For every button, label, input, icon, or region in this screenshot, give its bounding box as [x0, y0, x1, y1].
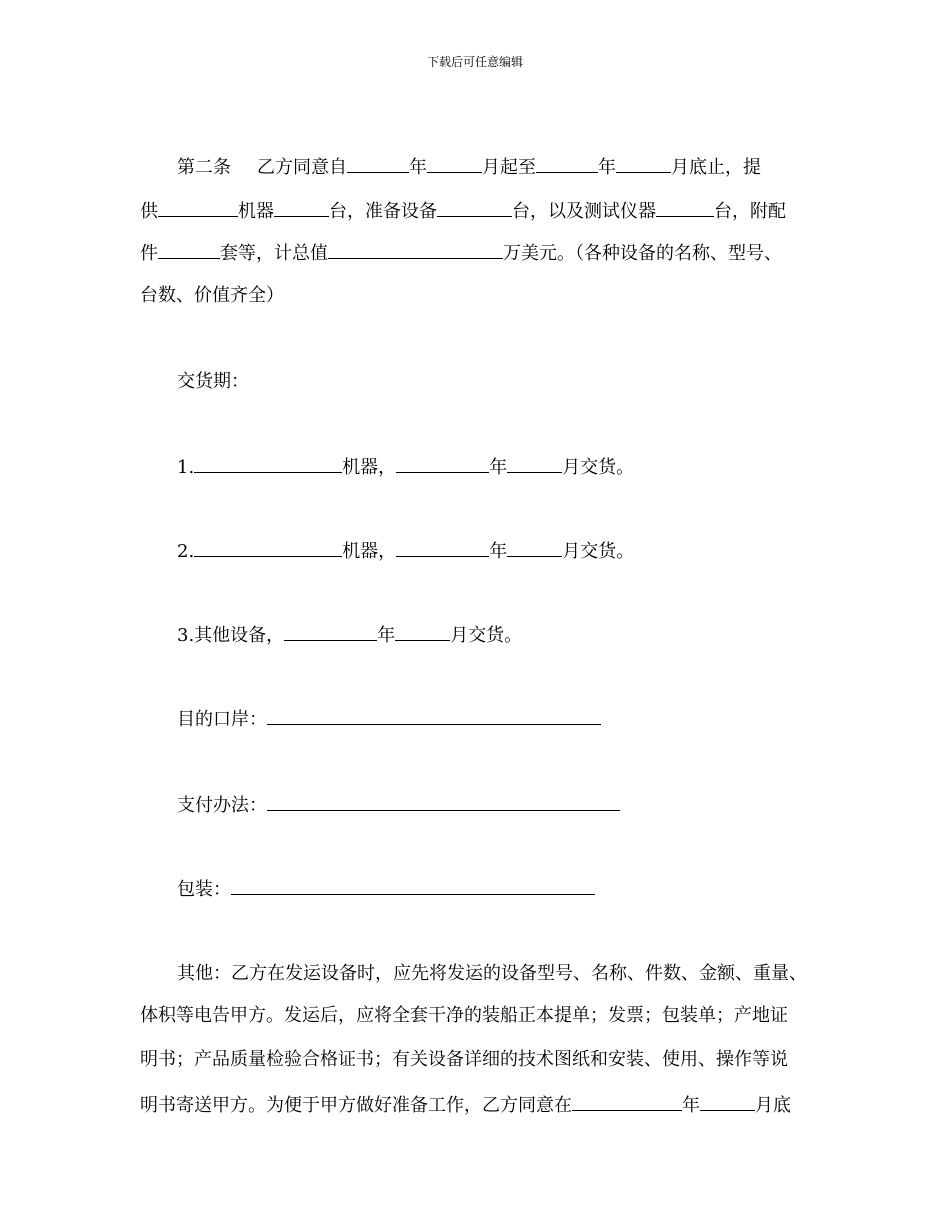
article2-line-1: 第二条 乙方同意自 年 月起至 年 月底止，提 — [177, 154, 877, 180]
start-year-blank[interactable] — [347, 154, 409, 173]
delivery-2-month-blank[interactable] — [507, 538, 562, 557]
delivery-2-year-blank[interactable] — [396, 538, 489, 557]
notice-year-blank[interactable] — [572, 1092, 682, 1111]
page-header-note: 下载后可任意编辑 — [426, 55, 523, 69]
other-line-2: 体积等电告甲方。发运后，应将全套干净的装船正本提单；发票；包装单；产地证 — [140, 1005, 788, 1026]
end-month-blank[interactable] — [616, 154, 671, 173]
delivery-item-1: 1. 机器， 年 月交货。 — [177, 454, 877, 480]
instrument-count-blank[interactable] — [656, 198, 714, 217]
port-field — [177, 706, 877, 732]
notice-month-blank[interactable] — [700, 1092, 755, 1111]
other-line-3: 明书；产品质量检验合格证书；有关设备详细的技术图纸和安装、使用、操作等说 — [140, 1049, 788, 1070]
payment-blank[interactable] — [267, 792, 620, 811]
port-label: 目的口岸： — [177, 709, 267, 730]
other-line-1: 其他：乙方在发运设备时，应先将发运的设备型号、名称、件数、金额、重量、 — [177, 963, 807, 984]
payment-label: 支付办法： — [177, 795, 267, 816]
packing-label: 包装： — [177, 879, 231, 900]
packing-field — [177, 876, 877, 902]
delivery-1-year-blank[interactable] — [396, 454, 489, 473]
article-number: 第二条 — [177, 157, 231, 178]
delivery-item-3: 3.其他设备， 年 月交货。 — [177, 622, 877, 648]
payment-field — [177, 792, 877, 818]
delivery-1-month-blank[interactable] — [507, 454, 562, 473]
packing-blank[interactable] — [231, 876, 595, 895]
machine-name-blank[interactable] — [158, 198, 238, 217]
equipment-count-blank[interactable] — [437, 198, 512, 217]
accessory-count-blank[interactable] — [158, 240, 220, 259]
machine-count-blank[interactable] — [274, 198, 329, 217]
start-month-blank[interactable] — [427, 154, 482, 173]
article2-line-4: 台数、价值齐全） — [140, 285, 284, 306]
port-blank[interactable] — [267, 706, 601, 725]
delivery-3-year-blank[interactable] — [284, 622, 377, 641]
article2-line-3: 件 套等，计总值 万美元。（各种设备的名称、型号、 — [140, 240, 840, 266]
other-line-4: 明书寄送甲方。为便于甲方做好准备工作，乙方同意在 年 月底 — [140, 1092, 840, 1118]
delivery-3-month-blank[interactable] — [395, 622, 450, 641]
article2-line-2: 供 机器 台，准备设备 台，以及测试仪器 台，附配 — [140, 198, 840, 224]
delivery-item-2: 2. 机器， 年 月交货。 — [177, 538, 877, 564]
delivery-1-machine-blank[interactable] — [194, 454, 342, 473]
delivery-heading: 交货期： — [177, 371, 249, 392]
delivery-2-machine-blank[interactable] — [194, 538, 342, 557]
total-value-blank[interactable] — [328, 240, 503, 259]
end-year-blank[interactable] — [536, 154, 598, 173]
